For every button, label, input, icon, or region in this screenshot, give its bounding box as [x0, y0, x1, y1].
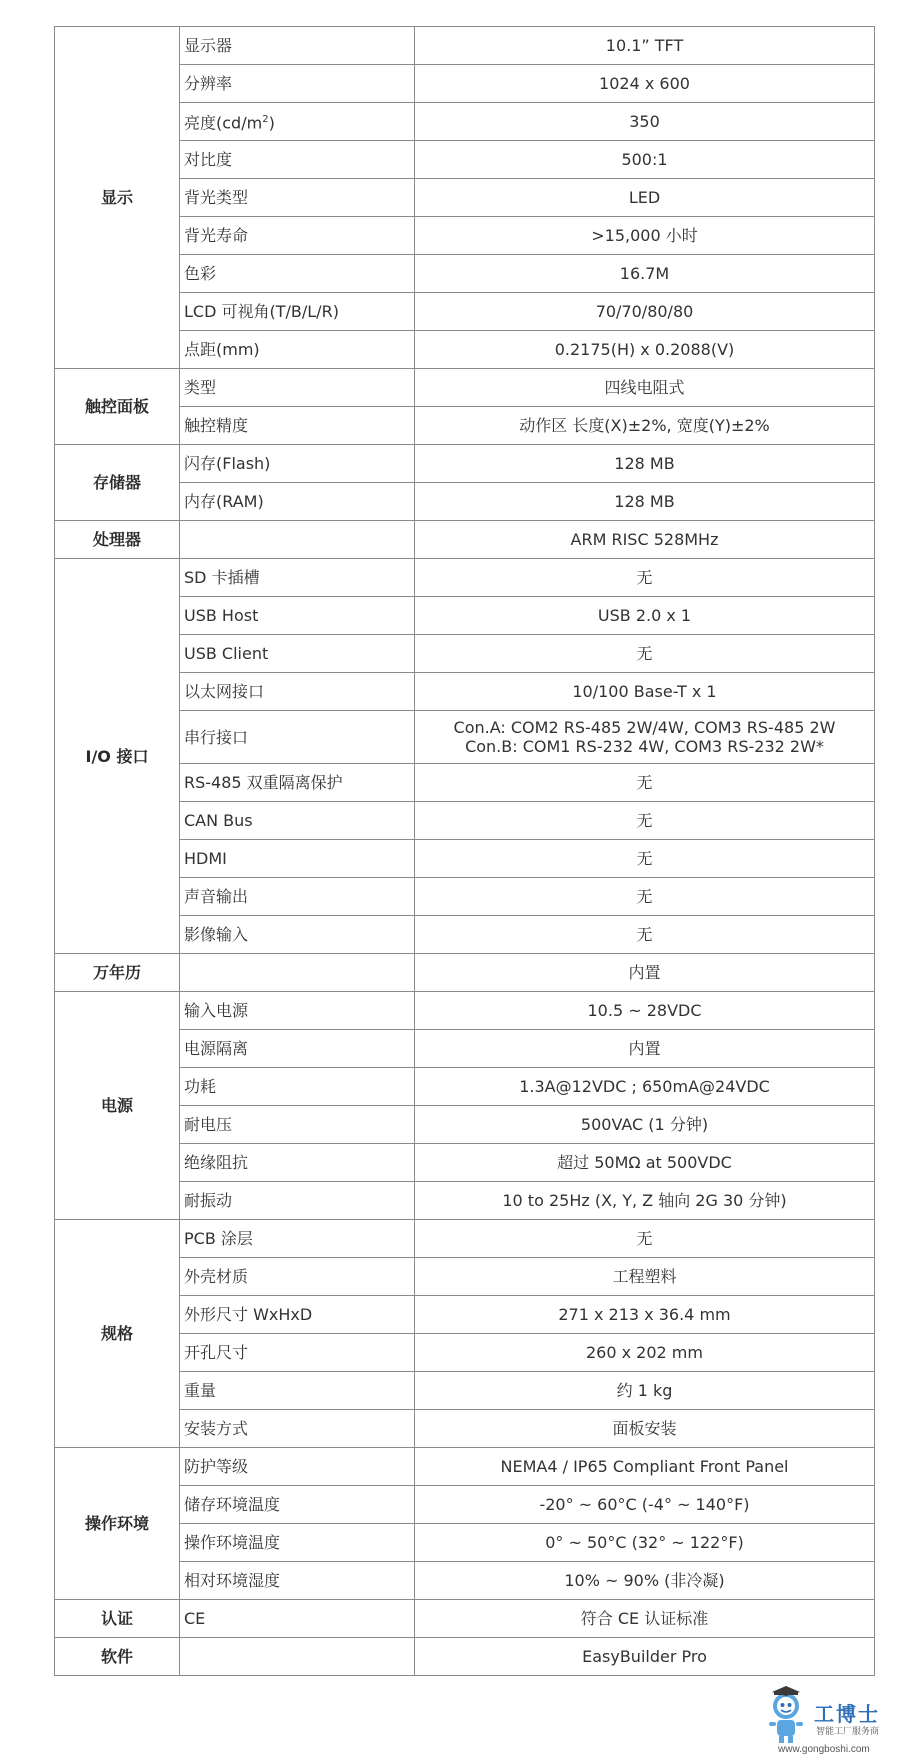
row-label: 相对环境湿度: [180, 1562, 415, 1600]
row-value: [415, 711, 875, 764]
row-value: 1.3A@12VDC ; 650mA@24VDC: [415, 1068, 875, 1106]
row-value: 面板安装: [415, 1410, 875, 1448]
row-value: 271 x 213 x 36.4 mm: [415, 1296, 875, 1334]
row-value: USB 2.0 x 1: [415, 597, 875, 635]
robot-mascot-icon: [764, 1686, 808, 1746]
row-label: 操作环境温度: [180, 1524, 415, 1562]
row-value: 70/70/80/80: [415, 293, 875, 331]
watermark-brand: 工博士: [814, 1702, 880, 1726]
watermark-slogan: 智能工厂服务商: [816, 1727, 880, 1737]
category-spec: 规格: [55, 1220, 180, 1448]
row-label: 输入电源: [180, 992, 415, 1030]
superscript: 2: [262, 114, 269, 126]
serial-line-b: Con.B: COM1 RS-232 4W, COM3 RS-232 2W*: [465, 737, 824, 756]
row-label: 储存环境温度: [180, 1486, 415, 1524]
row-label: 闪存(Flash): [180, 445, 415, 483]
row-value: EasyBuilder Pro: [415, 1638, 875, 1676]
row-label: 类型: [180, 369, 415, 407]
row-label: 绝缘阻抗: [180, 1144, 415, 1182]
row-value: 128 MB: [415, 483, 875, 521]
row-value: >15,000 小时: [415, 217, 875, 255]
row-label: 耐电压: [180, 1106, 415, 1144]
row-value: 无: [415, 559, 875, 597]
row-value: 内置: [415, 954, 875, 992]
row-value: 10/100 Base-T x 1: [415, 673, 875, 711]
row-label: 安装方式: [180, 1410, 415, 1448]
category-processor: 处理器: [55, 521, 180, 559]
category-cert: 认证: [55, 1600, 180, 1638]
row-value: 内置: [415, 1030, 875, 1068]
row-label: 背光寿命: [180, 217, 415, 255]
row-label: 开孔尺寸: [180, 1334, 415, 1372]
row-label: 外形尺寸 WxHxD: [180, 1296, 415, 1334]
row-label: 功耗: [180, 1068, 415, 1106]
table-row: [55, 1600, 875, 1638]
row-value: 无: [415, 840, 875, 878]
row-value: ARM RISC 528MHz: [415, 521, 875, 559]
row-label: 点距(mm): [180, 331, 415, 369]
row-value: 10 to 25Hz (X, Y, Z 轴向 2G 30 分钟): [415, 1182, 875, 1220]
row-value: 无: [415, 635, 875, 673]
table-row: [55, 992, 875, 1030]
table-row: [55, 369, 875, 407]
row-value: 工程塑料: [415, 1258, 875, 1296]
row-value: 10.1” TFT: [415, 27, 875, 65]
row-label: 串行接口: [180, 711, 415, 764]
table-row: [55, 521, 875, 559]
category-storage: 存储器: [55, 445, 180, 521]
row-label: 背光类型: [180, 179, 415, 217]
row-value: 四线电阻式: [415, 369, 875, 407]
row-label: 色彩: [180, 255, 415, 293]
row-value: 无: [415, 802, 875, 840]
category-software: 软件: [55, 1638, 180, 1676]
row-label: 声音输出: [180, 878, 415, 916]
row-label: HDMI: [180, 840, 415, 878]
row-label: 对比度: [180, 141, 415, 179]
table-row: [55, 27, 875, 65]
row-label: 电源隔离: [180, 1030, 415, 1068]
row-value: 超过 50MΩ at 500VDC: [415, 1144, 875, 1182]
watermark-logo: [764, 1686, 894, 1756]
row-value: 1024 x 600: [415, 65, 875, 103]
category-power: 电源: [55, 992, 180, 1220]
row-label: CE: [180, 1600, 415, 1638]
row-value: 500:1: [415, 141, 875, 179]
row-label: 显示器: [180, 27, 415, 65]
serial-line-a: Con.A: COM2 RS-485 2W/4W, COM3 RS-485 2W: [453, 718, 836, 737]
row-value: -20° ~ 60°C (-4° ~ 140°F): [415, 1486, 875, 1524]
table-row: [55, 954, 875, 992]
table-row: [55, 1638, 875, 1676]
table-row: [55, 1448, 875, 1486]
row-label: 内存(RAM): [180, 483, 415, 521]
row-label-empty: [180, 954, 415, 992]
row-label: 外壳材质: [180, 1258, 415, 1296]
row-label: 触控精度: [180, 407, 415, 445]
category-env: 操作环境: [55, 1448, 180, 1600]
row-value: 0° ~ 50°C (32° ~ 122°F): [415, 1524, 875, 1562]
row-label-empty: [180, 1638, 415, 1676]
row-label: USB Client: [180, 635, 415, 673]
row-value: 无: [415, 1220, 875, 1258]
row-value: 无: [415, 916, 875, 954]
row-value: 500VAC (1 分钟): [415, 1106, 875, 1144]
row-value: 10% ~ 90% (非冷凝): [415, 1562, 875, 1600]
row-value: 动作区 长度(X)±2%, 宽度(Y)±2%: [415, 407, 875, 445]
category-display: 显示: [55, 27, 180, 369]
row-value: 260 x 202 mm: [415, 1334, 875, 1372]
category-rtc: 万年历: [55, 954, 180, 992]
spec-table: [54, 26, 875, 1676]
brightness-label: 亮度(cd/m: [184, 113, 263, 133]
row-label: CAN Bus: [180, 802, 415, 840]
row-label: RS-485 双重隔离保护: [180, 764, 415, 802]
table-row: [55, 559, 875, 597]
row-label-empty: [180, 521, 415, 559]
row-label: [180, 103, 415, 141]
table-row: [55, 445, 875, 483]
row-value: 10.5 ~ 28VDC: [415, 992, 875, 1030]
row-value: 无: [415, 764, 875, 802]
row-value: 符合 CE 认证标准: [415, 1600, 875, 1638]
row-value: 约 1 kg: [415, 1372, 875, 1410]
category-io: I/O 接口: [55, 559, 180, 954]
row-label: 耐振动: [180, 1182, 415, 1220]
row-label: SD 卡插槽: [180, 559, 415, 597]
row-value: 350: [415, 103, 875, 141]
row-value: NEMA4 / IP65 Compliant Front Panel: [415, 1448, 875, 1486]
row-label: 影像输入: [180, 916, 415, 954]
row-value: 0.2175(H) x 0.2088(V): [415, 331, 875, 369]
row-value: 16.7M: [415, 255, 875, 293]
row-label: USB Host: [180, 597, 415, 635]
row-label: 防护等级: [180, 1448, 415, 1486]
row-label: LCD 可视角(T/B/L/R): [180, 293, 415, 331]
row-value: LED: [415, 179, 875, 217]
row-label: 以太网接口: [180, 673, 415, 711]
row-value: 无: [415, 878, 875, 916]
table-row: [55, 1220, 875, 1258]
brightness-label-close: ): [268, 113, 275, 133]
row-value: 128 MB: [415, 445, 875, 483]
row-label: PCB 涂层: [180, 1220, 415, 1258]
row-label: 重量: [180, 1372, 415, 1410]
watermark-url: www.gongboshi.com: [778, 1744, 870, 1755]
row-label: 分辨率: [180, 65, 415, 103]
category-touch: 触控面板: [55, 369, 180, 445]
